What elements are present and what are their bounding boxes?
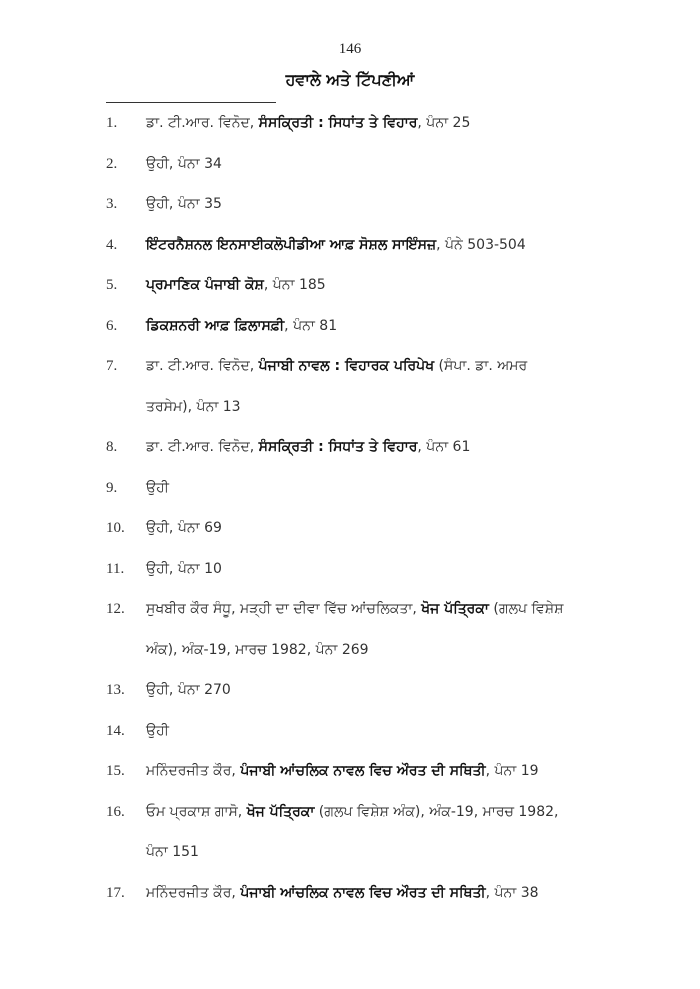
reference-text — [146, 882, 539, 904]
reference-segment: ਸੁਖਬੀਰ ਕੌਰ ਸੰਧੂ, ਮੜ੍ਹੀ ਦਾ ਦੀਵਾ ਵਿੱਚ ਆਂਚਲਿਕਤਾ, — [146, 601, 422, 617]
reference-segment: ਡਾ. ਟੀ.ਆਰ. ਵਿਨੋਦ, — [146, 439, 259, 455]
reference-title: ਡਿਕਸ਼ਨਰੀ ਆਫ਼ ਫ਼ਿਲਾਸਫ਼ੀ — [146, 317, 285, 334]
reference-segment: ਮਨਿੰਦਰਜੀਤ ਕੌਰ, — [146, 884, 241, 901]
reference-title: ਪੰਜਾਬੀ ਆਂਚਲਿਕ ਨਾਵਲ ਵਿਚ ਔਰਤ ਦੀ ਸਥਿਤੀ — [240, 884, 486, 901]
reference-segment: ਅੰਕ), ਅੰਕ-19, ਮਾਰਚ 1982, ਪੰਨਾ 269 — [146, 641, 369, 658]
reference-segment: ਡਾ. ਟੀ.ਆਰ. ਵਿਨੋਦ, — [146, 358, 259, 374]
reference-text — [146, 112, 470, 134]
reference-text — [146, 517, 222, 539]
reference-segment: , ਪੰਨਾ 61 — [417, 439, 471, 455]
reference-text — [146, 760, 539, 782]
reference-segment: , ਪੰਨਾ 38 — [485, 884, 539, 901]
reference-text — [146, 234, 526, 256]
reference-number: 3. — [106, 196, 118, 212]
reference-text — [146, 598, 563, 620]
reference-number: 1. — [106, 115, 118, 131]
reference-number: 8. — [106, 439, 118, 455]
reference-number: 9. — [106, 479, 118, 496]
reference-segment: ਉਹੀ, ਪੰਨਾ 10 — [146, 560, 222, 577]
reference-segment: ਡਾ. ਟੀ.ਆਰ. ਵਿਨੋਦ, — [146, 115, 259, 131]
reference-segment: (ਗਲਪ ਵਿਸ਼ੇਸ਼ — [488, 601, 564, 617]
page-heading: ਹਵਾਲੇ ਅਤੇ ਟਿੱਪਣੀਆਂ — [285, 70, 415, 89]
reference-text — [146, 315, 337, 337]
reference-title: ਪੰਜਾਬੀ ਨਾਵਲ : ਵਿਹਾਰਕ ਪਰਿਪੇਖ — [258, 358, 435, 374]
reference-text — [146, 274, 326, 296]
reference-text — [146, 436, 470, 458]
reference-segment: ਉਹੀ, ਪੰਨਾ 34 — [146, 155, 222, 172]
reference-number: 10. — [106, 520, 125, 536]
reference-title: ਪੰਜਾਬੀ ਆਂਚਲਿਕ ਨਾਵਲ ਵਿਚ ਔਰਤ ਦੀ ਸਥਿਤੀ — [240, 763, 486, 779]
reference-title: ਸੰਸਕ੍ਰਿਤੀ : ਸਿਧਾਂਤ ਤੇ ਵਿਹਾਰ — [258, 115, 418, 131]
reference-number: 5. — [106, 277, 118, 293]
reference-number: 12. — [106, 601, 125, 617]
reference-title: ਖੋਜ ਪੱਤ੍ਰਿਕਾ — [246, 803, 315, 820]
reference-text — [146, 477, 169, 499]
reference-title: ਪ੍ਰਮਾਣਿਕ ਪੰਜਾਬੀ ਕੋਸ਼ — [146, 277, 264, 293]
reference-number: 15. — [106, 763, 125, 779]
page-number: 146 — [338, 41, 362, 57]
reference-segment: ਮਨਿੰਦਰਜੀਤ ਕੌਰ, — [146, 763, 241, 779]
reference-segment: , ਪੰਨਾ 25 — [417, 115, 471, 131]
reference-number: 7. — [106, 358, 118, 374]
reference-text — [146, 801, 558, 823]
reference-segment: ਤਰਸੇਮ), ਪੰਨਾ 13 — [146, 398, 241, 415]
reference-number: 11. — [106, 560, 125, 577]
reference-segment: ਉਹੀ — [146, 479, 169, 496]
reference-number: 6. — [106, 317, 118, 334]
reference-segment: ਓਮ ਪ੍ਰਕਾਸ਼ ਗਾਸੋ, — [146, 803, 247, 820]
reference-title: ਇੰਟਰਨੈਸ਼ਨਲ ਇਨਸਾਈਕਲੋਪੀਡੀਆ ਆਫ਼ ਸੋਸ਼ਲ ਸਾਇੰਸਜ਼ — [146, 236, 437, 253]
reference-segment: , ਪੰਨਾ 81 — [284, 317, 338, 334]
reference-number: 14. — [106, 722, 125, 739]
reference-segment: , ਪੰਨਾ 19 — [485, 763, 539, 779]
reference-segment: ਉਹੀ, ਪੰਨਾ 270 — [146, 682, 231, 698]
reference-number: 17. — [106, 884, 125, 901]
reference-text — [146, 355, 527, 377]
reference-text — [146, 153, 222, 175]
reference-segment: , ਪੰਨੇ 503-504 — [436, 236, 526, 253]
reference-text — [146, 639, 369, 661]
reference-segment: ਪੰਨਾ 151 — [146, 844, 199, 860]
reference-text — [146, 720, 169, 742]
footnote-divider — [106, 102, 276, 103]
reference-number: 16. — [106, 803, 125, 820]
reference-segment: ਉਹੀ — [146, 722, 169, 739]
reference-text — [146, 193, 222, 215]
reference-text — [146, 558, 222, 580]
reference-segment: (ਸੰਪਾ. ਡਾ. ਅਮਰ — [434, 358, 528, 374]
reference-segment: (ਗਲਪ ਵਿਸ਼ੇਸ਼ ਅੰਕ), ਅੰਕ-19, ਮਾਰਚ 1982, — [314, 803, 559, 820]
reference-title: ਖੋਜ ਪੱਤ੍ਰਿਕਾ — [421, 601, 489, 617]
reference-title: ਸੰਸਕ੍ਰਿਤੀ : ਸਿਧਾਂਤ ਤੇ ਵਿਹਾਰ — [258, 439, 418, 455]
reference-number: 13. — [106, 682, 125, 698]
reference-number: 4. — [106, 236, 118, 253]
reference-text — [146, 841, 199, 863]
reference-number: 2. — [106, 155, 118, 172]
reference-text — [146, 396, 241, 418]
reference-segment: ਉਹੀ, ਪੰਨਾ 69 — [146, 520, 222, 536]
reference-segment: ਉਹੀ, ਪੰਨਾ 35 — [146, 196, 222, 212]
reference-segment: , ਪੰਨਾ 185 — [263, 277, 326, 293]
reference-text — [146, 679, 231, 701]
